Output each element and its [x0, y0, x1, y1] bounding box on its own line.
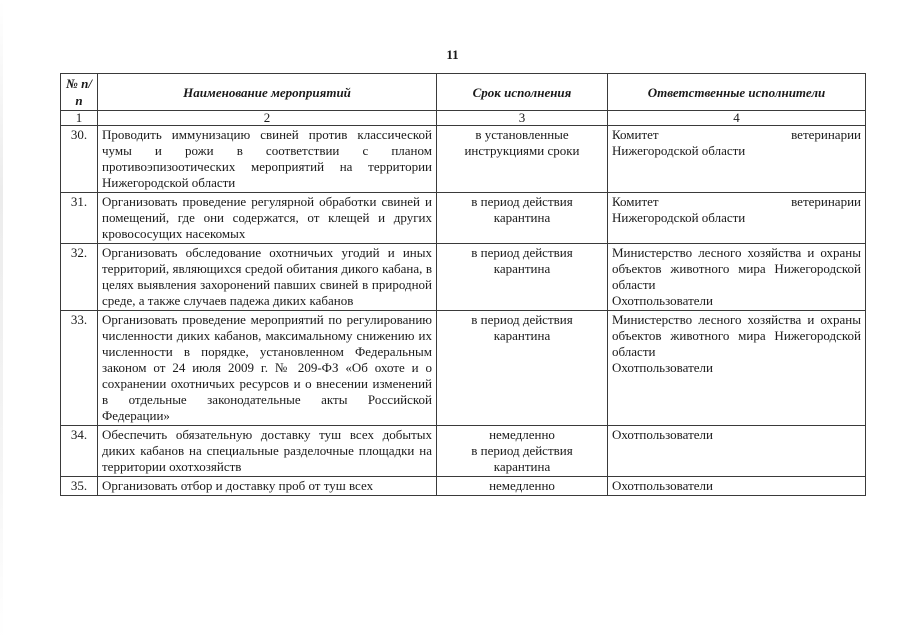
deadline-line: карантина	[493, 261, 551, 276]
measure-deadline	[437, 311, 608, 426]
row-number: 34.	[61, 426, 98, 477]
deadline-line: карантина	[493, 210, 551, 225]
measure-title: Организовать отбор и доставку проб от туш всех	[98, 477, 437, 496]
table-row	[61, 193, 866, 244]
measure-responsible	[608, 193, 866, 244]
responsible-line: Комитет ветеринарии	[612, 194, 861, 209]
table-row	[61, 311, 866, 426]
measure-responsible	[608, 477, 866, 496]
measure-responsible	[608, 244, 866, 311]
deadline-line: в период действия	[471, 312, 573, 327]
responsible-line: Комитет ветеринарии	[612, 127, 861, 142]
row-number: 30.	[61, 126, 98, 193]
deadline-line: карантина	[493, 328, 551, 343]
deadline-line: в период действия	[471, 443, 573, 458]
measure-responsible	[608, 126, 866, 193]
row-number: 31.	[61, 193, 98, 244]
responsible-line: Министерство лесного хозяйства и охраны объектов животного мира Нижегородской области	[612, 245, 861, 292]
header-title: Наименование мероприятий	[98, 74, 437, 111]
measure-deadline	[437, 126, 608, 193]
measure-title: Организовать проведение мероприятий по регулированию численности диких кабанов, максимальному снижению их численности в порядке, установленном Федеральным законом от 24 июля 2009 г. № 209-ФЗ «Об охоте и о сохранении охотничьих ресурсов и о внесении изменений в отдельные законодательные акты Российской Федерации»	[98, 311, 437, 426]
table-row	[61, 126, 866, 193]
measure-title: Организовать обследование охотничьих угодий и иных территорий, являющихся средой обитания дикого кабана, в целях выявления захоронений павших свиней в природной среде, а также случаев падежа диких кабанов	[98, 244, 437, 311]
responsible-line: Охотпользователи	[612, 293, 713, 308]
deadline-line: в установленные	[475, 127, 569, 142]
table-row	[61, 477, 866, 496]
deadline-line: немедленно	[489, 478, 555, 493]
deadline-line: в период действия	[471, 245, 573, 260]
table-header-row	[61, 74, 866, 111]
row-number: 32.	[61, 244, 98, 311]
measures-table	[60, 73, 866, 496]
header-deadline: Срок исполнения	[437, 74, 608, 111]
column-index: 2	[98, 111, 437, 126]
responsible-line: Охотпользователи	[612, 360, 713, 375]
measure-responsible	[608, 426, 866, 477]
measure-responsible	[608, 311, 866, 426]
header-number: № п/п	[61, 74, 98, 111]
deadline-line: немедленно	[489, 427, 555, 442]
deadline-line: инструкциями сроки	[464, 143, 580, 158]
row-number: 35.	[61, 477, 98, 496]
deadline-line: карантина	[493, 459, 551, 474]
row-number: 33.	[61, 311, 98, 426]
responsible-line: Охотпользователи	[612, 478, 713, 493]
responsible-line: Министерство лесного хозяйства и охраны объектов животного мира Нижегородской области	[612, 312, 861, 359]
responsible-line: Нижегородской области	[612, 210, 746, 225]
measure-title: Обеспечить обязательную доставку туш всех добытых диких кабанов на специальные разделочные площадки на территории охотхозяйств	[98, 426, 437, 477]
measure-title: Проводить иммунизацию свиней против классической чумы и рожи в соответствии с планом противоэпизоотических мероприятий на территории Нижегородской области	[98, 126, 437, 193]
responsible-line: Нижегородской области	[612, 143, 746, 158]
column-index: 3	[437, 111, 608, 126]
column-index: 4	[608, 111, 866, 126]
measure-deadline	[437, 477, 608, 496]
column-index: 1	[61, 111, 98, 126]
table-row	[61, 244, 866, 311]
deadline-line: в период действия	[471, 194, 573, 209]
page-number: 11	[446, 47, 459, 62]
responsible-line: Охотпользователи	[612, 427, 713, 442]
measure-deadline	[437, 244, 608, 311]
measure-deadline	[437, 426, 608, 477]
measure-deadline	[437, 193, 608, 244]
header-responsible: Ответственные исполнители	[608, 74, 866, 111]
measure-title: Организовать проведение регулярной обработки свиней и помещений, где они содержатся, от клещей и других кровососущих насекомых	[98, 193, 437, 244]
column-index-row	[61, 111, 866, 126]
scan-edge	[0, 0, 3, 640]
table-row	[61, 426, 866, 477]
